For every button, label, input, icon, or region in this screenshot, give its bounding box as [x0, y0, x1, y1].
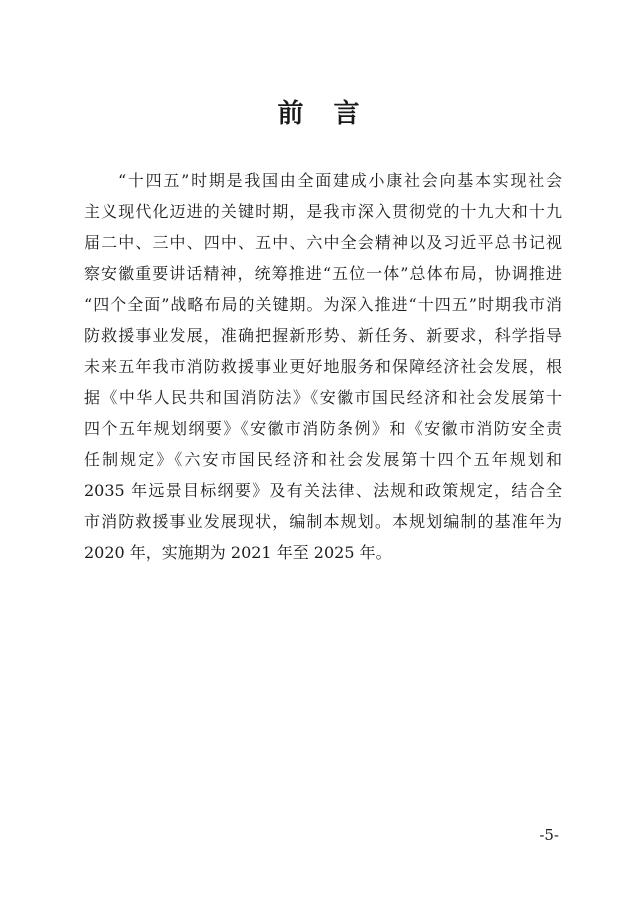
paragraph-line: 四个五年规划纲要》《安徽市消防条例》和《安徽市消防安全责	[84, 419, 562, 438]
body-paragraph	[84, 165, 562, 568]
paragraph-line: 主义现代化迈进的关键时期，是我市深入贯彻党的十九大和十九	[84, 202, 562, 221]
page-number: -5-	[539, 826, 559, 844]
page-title: 前 言	[277, 99, 362, 129]
paragraph-line: “四个全面”战略布局的关键期。为深入推进“十四五”时期我市消	[84, 295, 562, 314]
paragraph-line: 市消防救援事业发展现状，编制本规划。本规划编制的基准年为	[84, 512, 562, 531]
paragraph-line: 任制规定》《六安市国民经济和社会发展第十四个五年规划和	[84, 450, 562, 469]
paragraph-line: “十四五”时期是我国由全面建成小康社会向基本实现社会	[118, 171, 562, 190]
paragraph-line: 2035 年远景目标纲要》及有关法律、法规和政策规定，结合全	[84, 481, 562, 500]
paragraph-line: 据《中华人民共和国消防法》《安徽市国民经济和社会发展第十	[84, 388, 562, 407]
paragraph-line: 届二中、三中、四中、五中、六中全会精神以及习近平总书记视	[84, 233, 562, 252]
paragraph-line: 防救援事业发展，准确把握新形势、新任务、新要求，科学指导	[84, 326, 562, 345]
paragraph-line: 察安徽重要讲话精神，统筹推进“五位一体”总体布局，协调推进	[84, 264, 562, 283]
paragraph-line: 2020 年，实施期为 2021 年至 2025 年。	[84, 543, 392, 562]
paragraph-line: 未来五年我市消防救援事业更好地服务和保障经济社会发展，根	[84, 357, 562, 376]
